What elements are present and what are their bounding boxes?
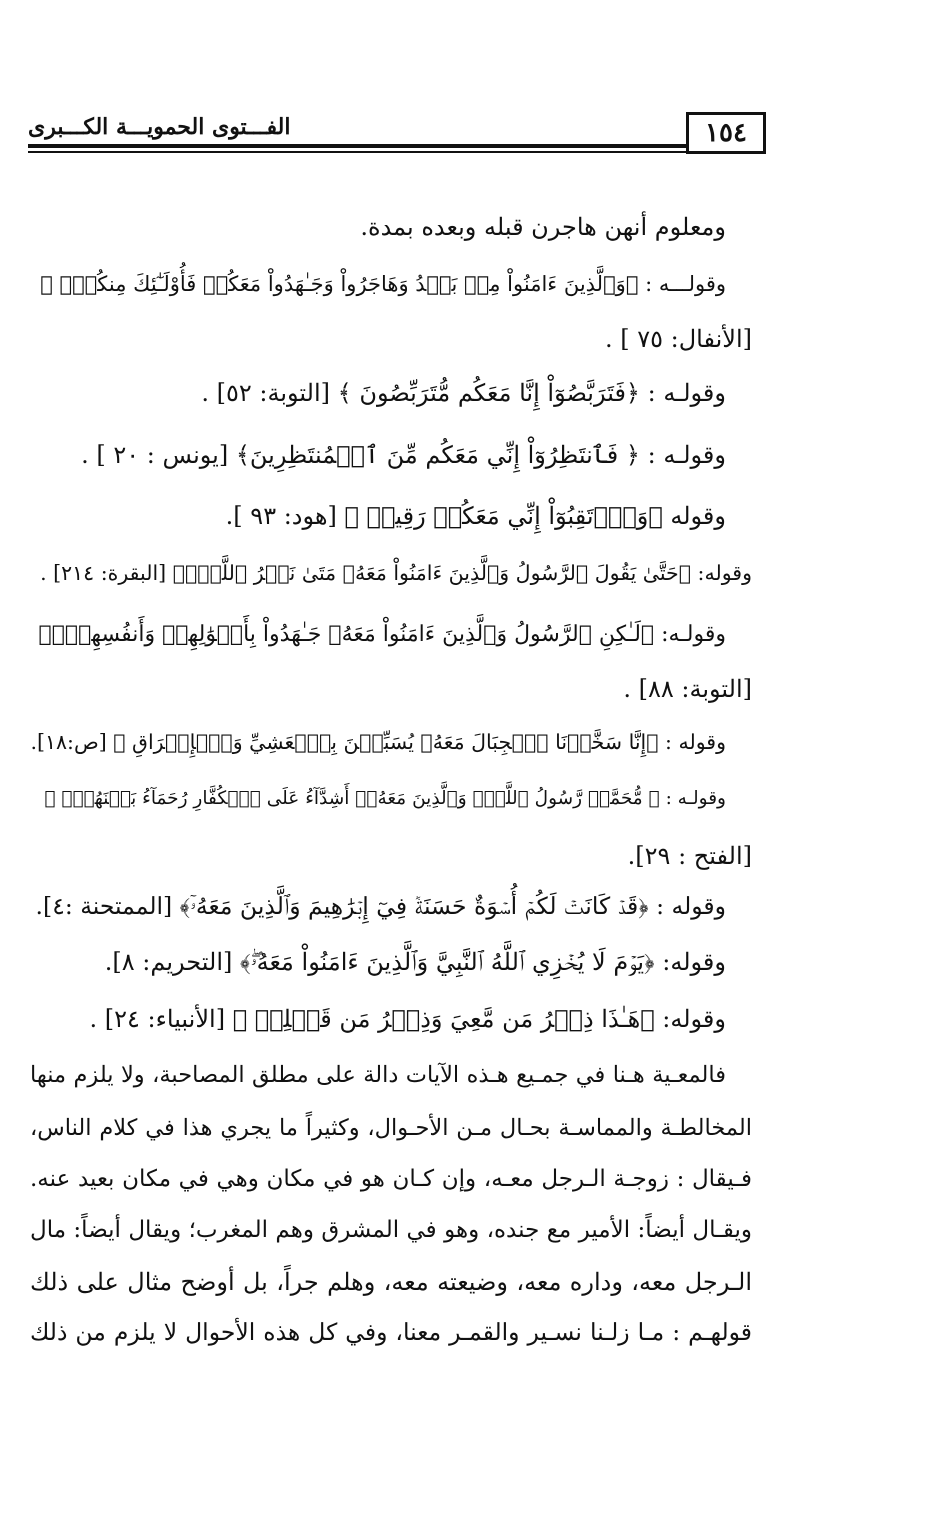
paragraph-line: فـيقال : زوجـة الـرجل معـه، وإن كـان هو في مكان وهي في مكان بعيد عنه. (30, 1166, 752, 1192)
paragraph-line: الـرجل معه، وداره معه، وضيعته معه، وهلم جراً، بل أوضح مثال على ذلك (30, 1268, 752, 1296)
verse-line: وقولـه: ﴿لَـٰكِنِ ٱلرَّسُولُ وَٱلَّذِينَ ءَامَنُواْ مَعَهُۥ جَـٰهَدُواْ بِأَمۡوَٰلِهِمۡ وَأَنفُسِهِمۡۚ﴾ (38, 622, 726, 647)
verse-reference: [الأنفال: ٧٥ ] . (604, 325, 752, 353)
paragraph-line: فالمعـية هـنا في جمـيع هـذه الآيات دالة على مطلق المصاحبة، ولا يلزم منها (30, 1062, 726, 1088)
running-title-text: الفـــتوى الحمويـــة الكـــبرى (28, 114, 291, 140)
verse-reference: [الفتح : ٢٩]. (627, 842, 752, 870)
verse-reference: [التوبة: ٨٨] . (623, 675, 752, 703)
page-header (28, 112, 766, 162)
verse-line: وقولـــه : ﴿وَٱلَّذِينَ ءَامَنُواْ مِنۢ بَعۡدُ وَهَاجَرُواْ وَجَـٰهَدُواْ مَعَكُمۡ فَأُوْلَـٰٓئِكَ مِنكُمۡۚ ﴾ (40, 272, 726, 296)
running-title (28, 114, 668, 140)
paragraph-line: قولهـم : مـا زلـنا نسـير والقمـر معنا، وفي كل هذه الأحوال لا يلزم من ذلك (30, 1318, 752, 1346)
verse-line: وقولـه : ﴿ مُّحَمَّدٞ رَّسُولُ ٱللَّهِۚ وَٱلَّذِينَ مَعَهُۥٓ أَشِدَّآءُ عَلَى ٱلۡكُفَّارِ رُحَمَآءُ بَيۡنَهُمۡۖ ﴾ (44, 788, 726, 809)
verse-line: وقولـه : ﴿فَتَرَبَّصُوٓاْ إِنَّا مَعَكُم مُّتَرَبِّصُونَ ﴾ [التوبة: ٥٢] . (201, 379, 726, 407)
header-rule-thick (28, 144, 688, 148)
verse-line: وقولـه : ﴿ فَٱنتَظِرُوٓاْ إِنِّي مَعَكُم مِّنَ ٱلۡمُنتَظِرِينَ﴾ [يونس : ٢٠ ] . (81, 441, 726, 469)
verse-line: وقوله: ﴿يَوۡمَ لَا يُخۡزِي ٱللَّهُ ٱلنَّبِيَّ وَٱلَّذِينَ ءَامَنُواْ مَعَهُۥۖ﴾ [التحريم: ٨]. (104, 948, 726, 976)
verse-line: وقوله: ﴿هَـٰذَا ذِكۡرُ مَن مَّعِيَ وَذِكۡرُ مَن قَبۡلِيۗ ﴾ [الأنبياء: ٢٤] . (89, 1005, 726, 1033)
verse-line: وقوله : ﴿إِنَّا سَخَّرۡنَا ٱلۡجِبَالَ مَعَهُۥ يُسَبِّحۡنَ بِٱلۡعَشِيِّ وَٱلۡإِشۡرَاقِ ﴾ [ص:١٨]. (30, 730, 726, 754)
text-line: ومعلوم أنهن هاجرن قبله وبعده بمدة. (360, 213, 726, 241)
page-number: ١٥٤ (686, 112, 766, 154)
verse-line: وقوله ﴿وَٱرۡتَقِبُوٓاْ إِنِّي مَعَكُمۡ رَقِيبٞ ﴾ [هود: ٩٣ ]. (225, 502, 726, 530)
paragraph-line: المخالطـة والمماسـة بحـال مـن الأحـوال، وكثيراً ما يجري هذا في كلام الناس، (30, 1115, 752, 1141)
paragraph-line: ويقـال أيضاً: الأمير مع جنده، وهو في المشرق وهم المغرب؛ ويقال أيضاً: مال (30, 1217, 752, 1243)
verse-line: وقوله : ﴿قَدۡ كَانَتۡ لَكُمۡ أُسۡوَةٌ حَسَنَةٞ فِيٓ إِبۡرَٰهِيمَ وَٱلَّذِينَ مَعَهُۥٓ﴾ [الممتحنة :٤]. (35, 892, 726, 920)
header-rule-thin (28, 151, 688, 153)
verse-line: وقوله: ﴿حَتَّىٰ يَقُولَ ٱلرَّسُولُ وَٱلَّذِينَ ءَامَنُواْ مَعَهُۥ مَتَىٰ نَصۡرُ ٱللَّهِۗ﴾ [البقرة: ٢١٤] . (40, 561, 752, 585)
